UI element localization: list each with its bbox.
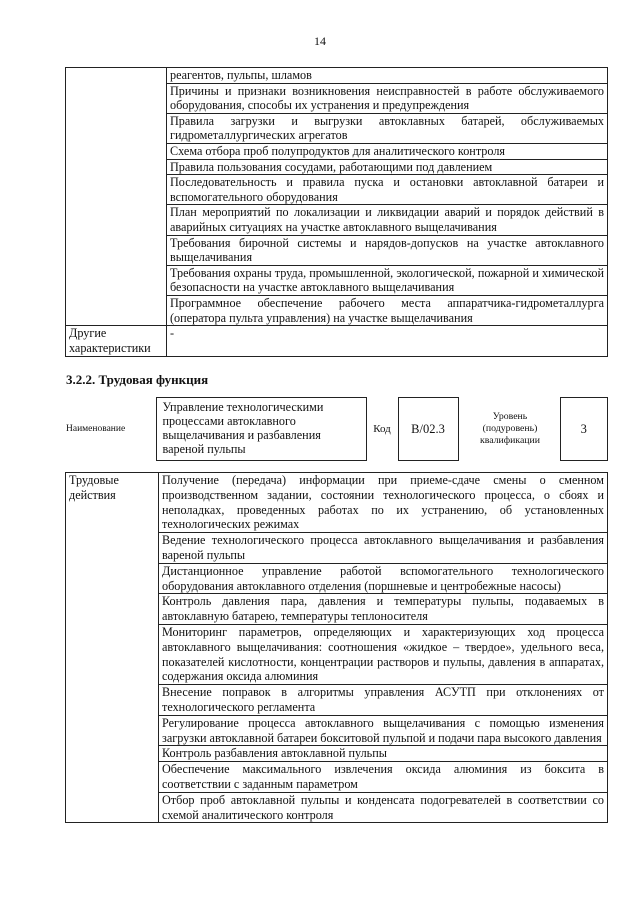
knowledge-item: Правила загрузки и выгрузки автоклавных батарей, обслуживаемых гидрометаллургических агрегатов — [167, 113, 608, 143]
other-characteristics-label: Другие характеристики — [66, 326, 167, 357]
code-label: Код — [373, 423, 391, 435]
labor-action-item: Контроль разбавления автоклавной пульпы — [159, 746, 608, 762]
knowledge-item: Схема отбора проб полупродуктов для аналитического контроля — [167, 143, 608, 159]
labor-action-item: Обеспечение максимального извлечения оксида алюминия из боксита в соответствии с заданным параметром — [159, 762, 608, 793]
labor-actions-table — [65, 472, 608, 823]
labor-action-item: Ведение технологического процесса автоклавного выщелачивания и разбавления вареной пульпы — [159, 533, 608, 564]
knowledge-item: План мероприятий по локализации и ликвидации аварий и порядок действий в аварийных ситуациях на участке автоклавного выщелачивания — [167, 205, 608, 235]
labor-action-item: Отбор проб автоклавной пульпы и конденсата подогревателей в соответствии со схемой аналитического контроля — [159, 792, 608, 823]
function-name-value: Управление технологическими процессами автоклавного выщелачивания и разбавления вареной пульпы — [156, 398, 366, 461]
knowledge-item: Правила пользования сосудами, работающими под давлением — [167, 159, 608, 175]
other-characteristics-value: - — [167, 326, 608, 357]
labor-action-item: Контроль давления пара, давления и температуры пульпы, подаваемых в автоклавную батарею, температуры теплоносителя — [159, 594, 608, 625]
table-row — [66, 326, 608, 357]
knowledge-item: Причины и признаки возникновения неисправностей в работе обслуживаемого оборудования, способы их устранения и предупреждения — [167, 83, 608, 113]
qualification-level-value: 3 — [560, 398, 608, 461]
code-value: B/02.3 — [398, 398, 458, 461]
page-number: 14 — [314, 34, 326, 48]
table-row — [66, 473, 608, 533]
labor-action-item: Дистанционное управление работой вспомогательного технологического оборудования автоклавного отделения (поршневые и центробежные насосы) — [159, 563, 608, 594]
function-header-table — [66, 397, 608, 461]
table-row — [66, 68, 608, 84]
labor-action-item: Мониторинг параметров, определяющих и характеризующих ход процесса автоклавного выщелачивания: соотношения «жидкое – твердое», удельного веса, показателей кислотности, концентрации растворов и пульпы, давления в аппаратах, содержания оксида алюминия — [159, 624, 608, 684]
row-label-cell — [66, 68, 167, 326]
labor-action-item: Получение (передача) информации при приеме-сдаче смены о сменном производственном задании, состоянии технологического процесса, о сбоях и неполадках, проведенных работах по их устранению, об установленных технологических режимах — [159, 473, 608, 533]
section-title: 3.2.2. Трудовая функция — [66, 372, 209, 387]
labor-action-item: Регулирование процесса автоклавного выщелачивания с помощью изменения загрузки автоклавной батареи бокситовой пульпой и подачи пара высокого давления — [159, 715, 608, 746]
spacer — [552, 398, 560, 461]
knowledge-item: Требования бирочной системы и нарядов-допусков на участке автоклавного выщелачивания — [167, 235, 608, 265]
labor-actions-label: Трудовые действия — [66, 473, 159, 823]
knowledge-item: реагентов, пульпы, шламов — [167, 68, 608, 84]
name-label: Наименование — [66, 424, 126, 434]
knowledge-table — [65, 67, 608, 357]
labor-action-item: Внесение поправок в алгоритмы управления АСУТП при отклонениях от технологического регламента — [159, 685, 608, 716]
knowledge-item: Программное обеспечение рабочего места аппаратчика-гидрометаллурга (оператора пульта управления) на участке выщелачивания — [167, 295, 608, 325]
knowledge-item: Последовательность и правила пуска и остановки автоклавной батареи и вспомогательного оборудования — [167, 175, 608, 205]
qualification-level-label: Уровень (подуровень) квалификации — [479, 411, 541, 446]
knowledge-item: Требования охраны труда, промышленной, экологической, пожарной и химической безопасности на участке автоклавного выщелачивания — [167, 265, 608, 295]
spacer — [458, 398, 468, 461]
